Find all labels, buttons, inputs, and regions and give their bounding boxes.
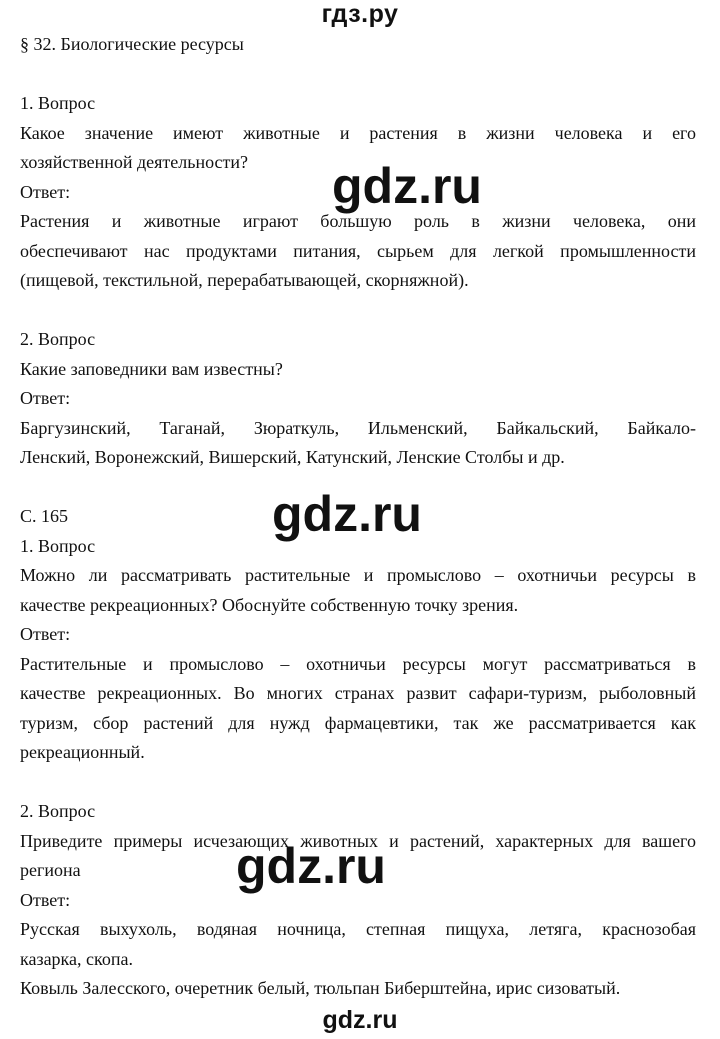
- question-label: 1. Вопрос: [20, 93, 96, 113]
- answer-text-line: Растения и животные играют большую роль в жизни человека, они: [20, 211, 696, 231]
- answer-label: Ответ:: [20, 624, 71, 644]
- question-text-line: качестве рекреационных? Обоснуйте собственную точку зрения.: [20, 594, 519, 615]
- question-text-line: хозяйственной деятельности?: [20, 152, 249, 172]
- answer-text-line: обеспечивают нас продуктами питания, сырьем для легкой промышленности: [20, 240, 696, 261]
- answer-text-line: Баргузинский, Таганай, Зюраткуль, Ильменский, Байкальский, Байкало-: [20, 417, 696, 438]
- answer-text-line: (пищевой, текстильной, перерабатывающей, скорняжной).: [20, 270, 469, 290]
- section-title: § 32. Биологические ресурсы: [20, 34, 244, 54]
- answer-label: Ответ:: [20, 181, 71, 202]
- answer-text-line: казарка, скопа.: [20, 948, 133, 969]
- answer-label: Ответ:: [20, 388, 71, 408]
- question-label: 2. Вопрос: [20, 801, 96, 821]
- answer-text-line: качестве рекреационных. Во многих странах развит сафари-туризм, рыболовный: [20, 683, 696, 703]
- footer-site-label: gdz.ru: [322, 1006, 398, 1034]
- site-header-title: гдз.ру: [321, 0, 399, 28]
- question-text-line: Какое значение имеют животные и растения в жизни человека и его: [20, 122, 696, 143]
- answer-text-line: Ковыль Залесского, очеретник белый, тюльпан Биберштейна, ирис сизоватый.: [20, 978, 621, 998]
- watermark: gdz.ru: [236, 838, 386, 894]
- page-reference: С. 165: [20, 506, 69, 526]
- question-text-line: региона: [20, 860, 81, 880]
- answer-text-line: Ленский, Воронежский, Вишерский, Катунский, Ленские Столбы и др.: [20, 447, 565, 467]
- watermark: gdz.ru: [332, 158, 482, 214]
- answer-text-line: рекреационный.: [20, 742, 145, 762]
- answer-label: Ответ:: [20, 889, 71, 910]
- question-label: 1. Вопрос: [20, 535, 96, 556]
- question-label: 2. Вопрос: [20, 329, 96, 349]
- answer-text-line: Растительные и промыслово – охотничьи ресурсы могут рассматриваться в: [20, 653, 696, 674]
- question-text-line: Можно ли рассматривать растительные и промыслово – охотничьи ресурсы в: [20, 565, 696, 585]
- watermark: gdz.ru: [272, 486, 422, 542]
- question-text-line: Приведите примеры исчезающих животных и растений, характерных для вашего: [20, 830, 696, 851]
- answer-text-line: Русская выхухоль, водяная ночница, степная пищуха, летяга, краснозобая: [20, 919, 696, 939]
- answer-text-line: туризм, сбор растений для нужд фармацевтики, так же рассматривается как: [20, 712, 696, 733]
- question-text-line: Какие заповедники вам известны?: [20, 358, 283, 379]
